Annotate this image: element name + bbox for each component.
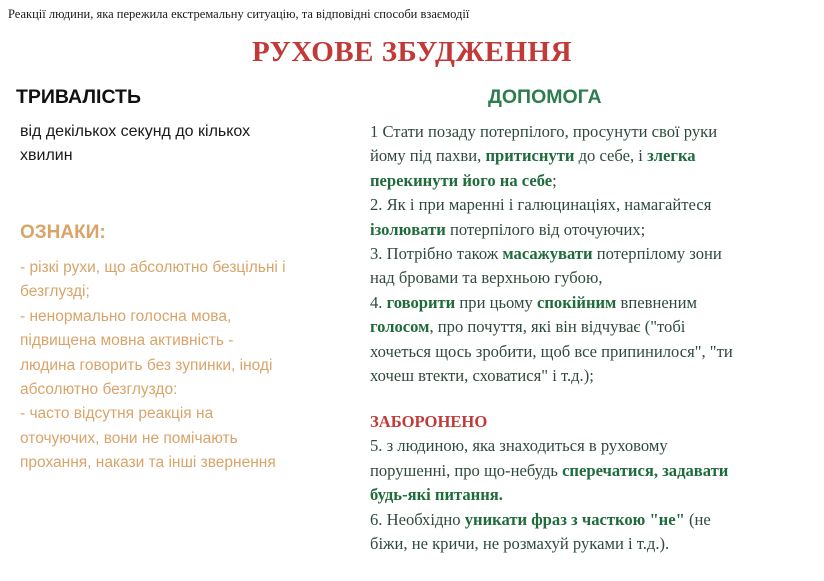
help-line <box>370 242 810 266</box>
signs-line: безглузді; <box>20 283 90 301</box>
help-text: потерпілому зони <box>592 244 722 264</box>
forbidden-emphasis: сперечатися, задавати <box>562 460 729 480</box>
help-line <box>370 315 810 339</box>
help-line <box>370 218 810 242</box>
help-text: при цьому <box>455 292 537 312</box>
duration-line: від декількох секунд до кількох <box>20 123 251 140</box>
page-title: РУХОВЕ ЗБУДЖЕННЯ <box>251 36 573 68</box>
forbidden-text: 5. з людиною, яка знаходиться в руховому <box>370 436 668 456</box>
help-text: хочеться щось зробити, щоб все припинилося", "ти <box>370 341 733 361</box>
help-text: 4. <box>370 292 387 312</box>
help-text: потерпілого від оточуючих; <box>445 219 646 239</box>
forbidden-text: 6. Необхідно <box>370 509 465 529</box>
signs-line: абсолютно безглуздо: <box>20 381 178 399</box>
help-text: 3. Потрібно також <box>370 244 503 264</box>
forbidden-heading: ЗАБОРОНЕНО <box>370 412 488 432</box>
forbidden-line <box>370 434 810 458</box>
signs-line: - різкі рухи, що абсолютно безцільні і <box>20 259 286 276</box>
signs-heading: ОЗНАКИ: <box>20 222 106 243</box>
help-text: впевненим <box>616 292 697 312</box>
help-emphasis: спокійним <box>536 292 617 312</box>
help-text: , про почуття, які він відчуває ("тобі <box>429 317 686 337</box>
forbidden-line <box>370 532 810 556</box>
help-text: хочеш втекти, сховатися" і т.д.); <box>370 366 594 386</box>
help-text: йому під пахви, <box>370 146 486 166</box>
duration-heading: ТРИВАЛІСТЬ <box>16 86 141 108</box>
help-emphasis: перекинути його на себе <box>370 170 553 190</box>
page-header: Реакції людини, яка пережила екстремальну ситуацію, та відповідні способи взаємодії <box>8 7 470 21</box>
help-emphasis: притиснути <box>485 146 575 166</box>
forbidden-list <box>370 434 810 556</box>
duration-line: хвилин <box>20 147 73 164</box>
help-text: ; <box>552 170 557 190</box>
signs-line: прохання, накази та інші звернення <box>20 454 276 472</box>
signs-line: оточуючих, вони не помічають <box>20 429 238 447</box>
help-line <box>370 144 810 168</box>
forbidden-emphasis: будь-які питання. <box>370 485 503 505</box>
forbidden-text: біжи, не кричи, не розмахуй руками і т.д.). <box>370 534 670 554</box>
forbidden-text: (не <box>684 509 711 529</box>
forbidden-line <box>370 508 810 532</box>
help-heading: ДОПОМОГА <box>488 86 602 108</box>
help-line <box>370 340 810 364</box>
help-line <box>370 120 810 144</box>
help-line <box>370 364 810 388</box>
signs-line: людина говорить без зупинки, іноді <box>20 356 273 374</box>
help-emphasis: масажувати <box>502 244 593 264</box>
help-emphasis: голосом <box>370 317 430 337</box>
forbidden-line <box>370 459 810 483</box>
help-text: до себе, і <box>574 146 648 166</box>
duration-text <box>16 120 346 168</box>
help-emphasis: говорити <box>386 292 456 312</box>
signs-line: - часто відсутня реакція на <box>20 405 214 423</box>
help-emphasis: злегка <box>647 146 696 166</box>
help-text: над бровами та верхньою губою, <box>370 268 603 288</box>
help-line <box>370 291 810 315</box>
help-list <box>370 120 810 388</box>
help-text: 2. Як і при маренні і галюцинаціях, намагайтеся <box>370 195 712 215</box>
signs-list <box>16 256 346 476</box>
signs-line: підвищена мовна активність - <box>20 332 234 350</box>
signs-line: - ненормально голосна мова, <box>20 307 232 325</box>
forbidden-emphasis: уникати фраз з часткою "не" <box>464 509 685 529</box>
help-text: 1 Стати позаду потерпілого, просунути свої руки <box>370 122 718 141</box>
forbidden-text: порушенні, про що-небудь <box>370 460 563 480</box>
help-emphasis: ізолювати <box>370 219 446 239</box>
left-column <box>16 86 346 476</box>
help-line <box>370 169 810 193</box>
right-column <box>370 86 810 557</box>
help-line <box>370 266 810 290</box>
help-line <box>370 193 810 217</box>
forbidden-line <box>370 483 810 507</box>
